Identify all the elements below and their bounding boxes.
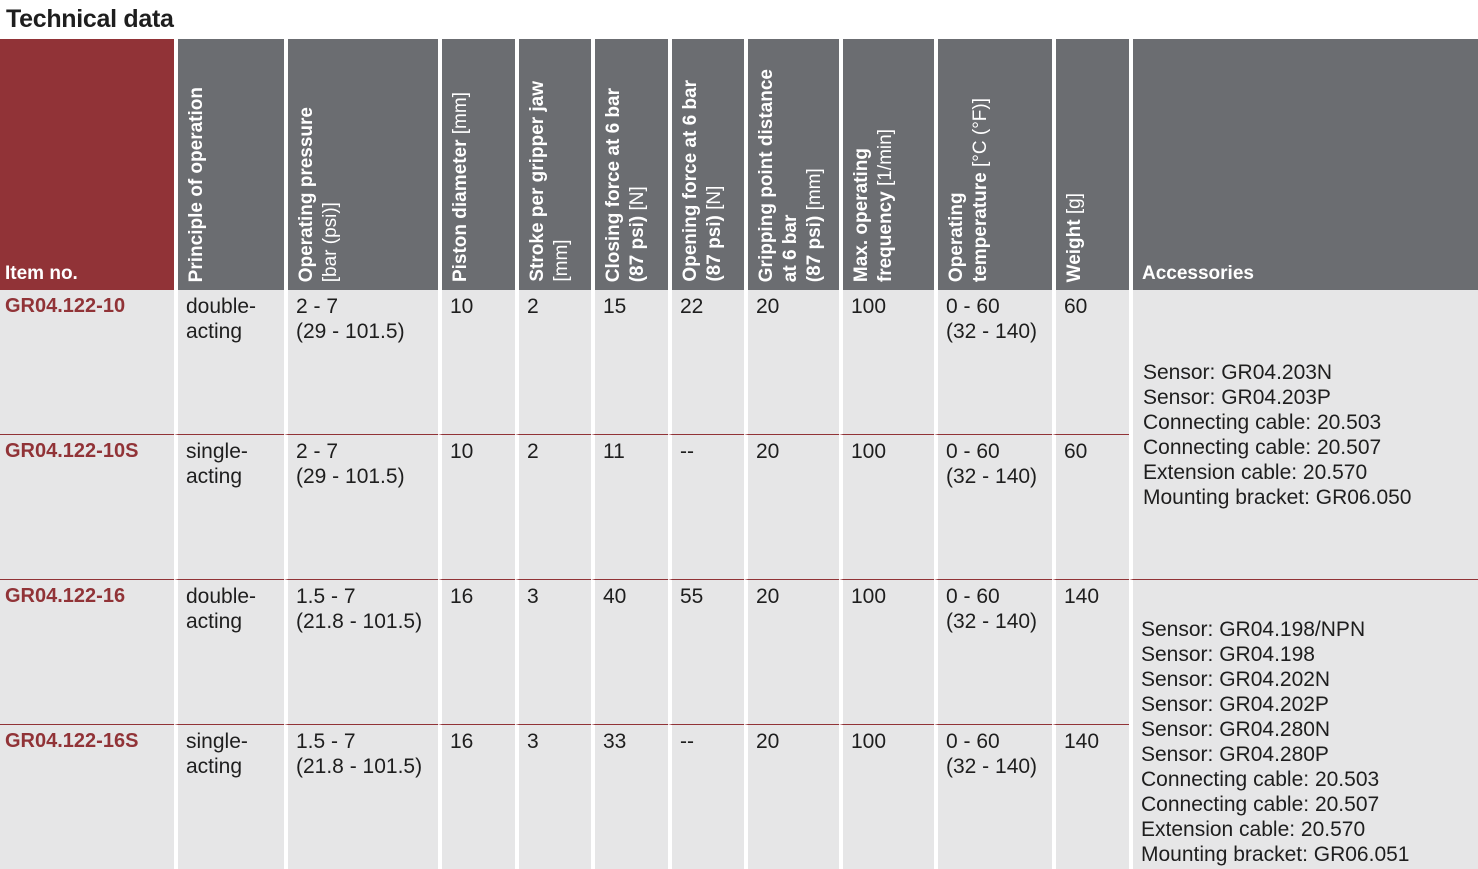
- table-row: [0, 290, 1478, 435]
- header-closing-force: Closing force at 6 bar (87 psi) [N]: [591, 39, 668, 290]
- stroke-cell: 2: [515, 435, 591, 580]
- temperature-cell: 0 - 60 (32 - 140): [934, 725, 1052, 869]
- weight-cell: 60: [1052, 290, 1129, 435]
- item-no: GR04.122-16: [0, 580, 174, 725]
- gripping-distance-cell: 20: [744, 580, 839, 725]
- temperature-cell: 0 - 60 (32 - 140): [934, 435, 1052, 580]
- frequency-cell: 100: [839, 435, 934, 580]
- header-principle: Principle of operation: [174, 39, 284, 290]
- header-item-no: Item no.: [0, 39, 174, 290]
- piston-cell: 10: [438, 290, 515, 435]
- accessories-cell: Sensor: GR04.198/NPN Sensor: GR04.198 Sensor: GR04.202N Sensor: GR04.202P Sensor: GR04.280N Sensor: GR04.280P Connecting cable: 20.503 Connecting cable: 20.507 Extension cable: 20.570 Mounting bracket: GR06.051: [1129, 580, 1478, 869]
- stroke-cell: 3: [515, 580, 591, 725]
- header-row: [0, 39, 1478, 290]
- weight-cell: 60: [1052, 435, 1129, 580]
- gripping-distance-cell: 20: [744, 725, 839, 869]
- temperature-cell: 0 - 60 (32 - 140): [934, 580, 1052, 725]
- closing-force-cell: 11: [591, 435, 668, 580]
- technical-data-table: [0, 39, 1478, 869]
- piston-cell: 10: [438, 435, 515, 580]
- table-row: [0, 580, 1478, 725]
- temperature-cell: 0 - 60 (32 - 140): [934, 290, 1052, 435]
- header-accessories: Accessories: [1129, 39, 1478, 290]
- piston-cell: 16: [438, 580, 515, 725]
- item-no: GR04.122-16S: [0, 725, 174, 869]
- header-pressure: Operating pressure [bar (psi)]: [284, 39, 438, 290]
- header-temperature: Operating temperature [°C (°F)]: [934, 39, 1052, 290]
- principle-cell: single- acting: [174, 725, 284, 869]
- header-piston: Piston diameter [mm]: [438, 39, 515, 290]
- principle-cell: double- acting: [174, 290, 284, 435]
- stroke-cell: 2: [515, 290, 591, 435]
- header-frequency: Max. operating frequency [1/min]: [839, 39, 934, 290]
- opening-force-cell: 55: [668, 580, 744, 725]
- principle-cell: single- acting: [174, 435, 284, 580]
- pressure-cell: 1.5 - 7 (21.8 - 101.5): [284, 580, 438, 725]
- opening-force-cell: --: [668, 725, 744, 869]
- stroke-cell: 3: [515, 725, 591, 869]
- frequency-cell: 100: [839, 290, 934, 435]
- closing-force-cell: 40: [591, 580, 668, 725]
- gripping-distance-cell: 20: [744, 435, 839, 580]
- frequency-cell: 100: [839, 580, 934, 725]
- closing-force-cell: 33: [591, 725, 668, 869]
- principle-cell: double- acting: [174, 580, 284, 725]
- piston-cell: 16: [438, 725, 515, 869]
- opening-force-cell: 22: [668, 290, 744, 435]
- header-opening-force: Opening force at 6 bar (87 psi) [N]: [668, 39, 744, 290]
- pressure-cell: 2 - 7 (29 - 101.5): [284, 290, 438, 435]
- item-no: GR04.122-10S: [0, 435, 174, 580]
- pressure-cell: 1.5 - 7 (21.8 - 101.5): [284, 725, 438, 869]
- pressure-cell: 2 - 7 (29 - 101.5): [284, 435, 438, 580]
- accessories-cell: Sensor: GR04.203N Sensor: GR04.203P Connecting cable: 20.503 Connecting cable: 20.507 Extension cable: 20.570 Mounting bracket: GR06.050: [1129, 290, 1478, 580]
- header-weight: Weight [g]: [1052, 39, 1129, 290]
- closing-force-cell: 15: [591, 290, 668, 435]
- item-no: GR04.122-10: [0, 290, 174, 435]
- weight-cell: 140: [1052, 725, 1129, 869]
- page-title: Technical data: [6, 5, 174, 33]
- header-gripping-distance: Gripping point distance at 6 bar (87 psi) [mm]: [744, 39, 839, 290]
- weight-cell: 140: [1052, 580, 1129, 725]
- gripping-distance-cell: 20: [744, 290, 839, 435]
- header-stroke: Stroke per gripper jaw [mm]: [515, 39, 591, 290]
- frequency-cell: 100: [839, 725, 934, 869]
- opening-force-cell: --: [668, 435, 744, 580]
